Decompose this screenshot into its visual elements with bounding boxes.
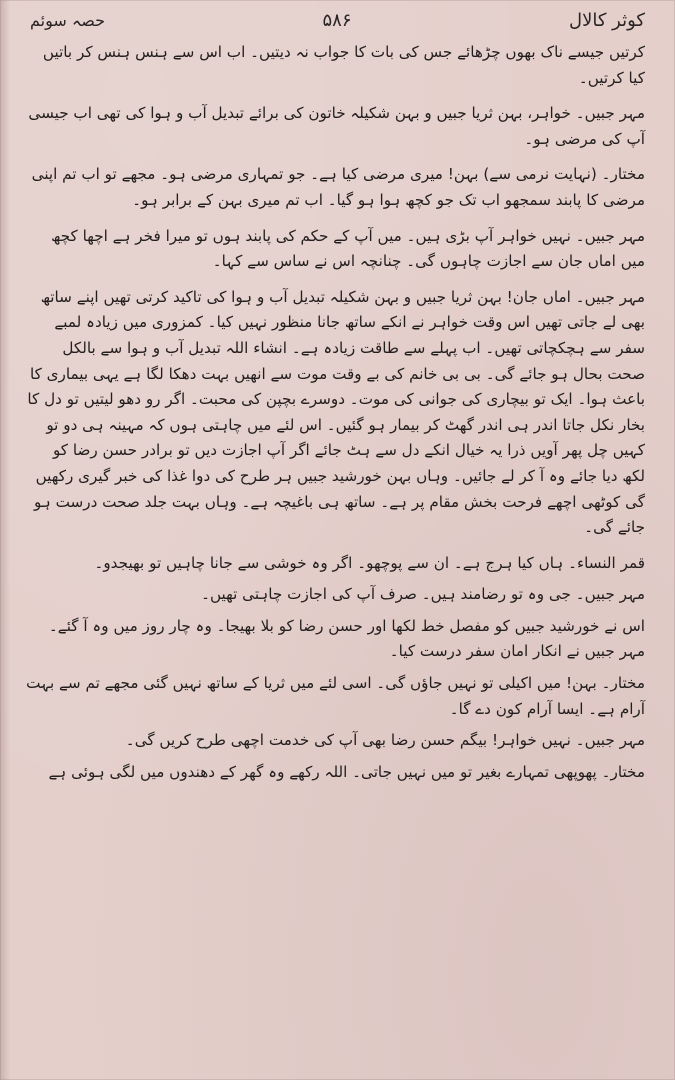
paragraph: کرتیں جیسے ناک بھوں چڑھائے جس کی بات کا جواب نہ دیتیں۔ اب اس سے ہنس ہنس کر باتیں کیا کرتیں۔ xyxy=(42,43,645,87)
paragraph: مہر جبیں۔ اماں جان! بہن ثریا جبیں و بہن شکیلہ تبدیل آب و ہوا کی تاکید کرتی تھیں اپنے ساتھ بھی لے جاتی تھیں اس وقت خواہر نے انکے ساتھ جانا منظور نہیں کیا۔ کمزوری میں زیادہ لمبے سفر سے ہچکچاتی تھیں۔ اب پہلے سے طاقت زیادہ ہے۔ انشاء اللہ تبدیل آب و ہوا سے بالکل صحت بحال ہو جائے گی۔ بی بی خانم کی بے وقت موت سے انھیں بہت دھکا لگا ہے یہی بیماری کا باعث ہوا۔ ایک تو بیچاری کی جوانی کی موت۔ دوسرے بچپن کی محبت۔ اگر رو دھو لیتیں تو دل کا بخار نکل جاتا اندر ہی اندر گھٹ کر بیمار ہو گئیں۔ اس لئے میں چاہتی ہوں کہ مہینہ ہی دو تو کہیں چل پھر آویں ذرا یہ خیال انکے دل سے ہٹ جائے اگر آپ اجازت دیں تو برادر حسن رضا کو لکھ دیا جائے وہ آ کر لے جائیں۔ وہاں بہن خورشید جبیں ہر طرح کی دوا غذا کی خبر گیری رکھیں گی کوٹھی اچھے فرحت بخش مقام پر ہے۔ ساتھ ہی باغیچہ ہے۔ وہاں بہت جلد صحت درست ہو جائے گی۔ xyxy=(27,287,645,537)
paragraph: مہر جبیں۔ جی وہ تو رضامند ہیں۔ صرف آپ کی اجازت چاہتی تھیں۔ xyxy=(201,585,645,604)
paragraph: مہر جبیں۔ نہیں خواہر! بیگم حسن رضا بھی آپ کی خدمت اچھی طرح کریں گی۔ xyxy=(125,731,645,750)
page-number: ۵۸۶ xyxy=(322,9,352,31)
book-title: کوثر کالال xyxy=(569,9,645,31)
paragraph: مختار۔ بہن! میں اکیلی تو نہیں جاؤں گی۔ اسی لئے میں ثریا کے ساتھ نہیں گئی مجھے تم سے بہت آرام ہے۔ ایسا آرام کون دے گا۔ xyxy=(26,674,645,718)
paragraph: مختار۔ (نہایت نرمی سے) بہن! میری مرضی کیا ہے۔ جو تمہاری مرضی ہو۔ مجھے تو اب تم اپنی مرضی کا پابند سمجھو اب تک جو کچھ ہوا ہو گیا۔ اب تم میری بہن کے برابر ہو۔ xyxy=(31,165,645,209)
section-label: حصہ سوئم xyxy=(30,10,105,30)
paragraph: قمر النساء۔ ہاں کیا ہرج ہے۔ ان سے پوچھو۔ اگر وہ خوشی سے جانا چاہیں تو بھیجدو۔ xyxy=(94,553,645,572)
page-edge-shadow xyxy=(0,0,10,1080)
paragraph: مہر جبیں۔ خواہر، بہن ثریا جبیں و بہن شکیلہ خاتون کی برائے تبدیل آب و ہوا کی تھی اب جیسی آپ کی مرضی ہو۔ xyxy=(28,104,645,148)
paragraph: مہر جبیں۔ نہیں خواہر آپ بڑی ہیں۔ میں آپ کے حکم کی پابند ہوں تو میرا فخر ہے اچھا کچھ میں اماں جان سے اجازت چاہوں گی۔ چنانچہ اس نے ساس سے کہا۔ xyxy=(51,226,645,271)
page-body xyxy=(26,40,645,1020)
paragraph: مختار۔ پھوپھی تمہارے بغیر تو میں نہیں جاتی۔ اللہ رکھے وہ گھر کے دھندوں میں لگی ہوئی ہے xyxy=(48,762,645,781)
paragraph: اس نے خورشید جبیں کو مفصل خط لکھا اور حسن رضا کو بلا بھیجا۔ وہ چار روز میں وہ آ گئے۔ مہر جبیں نے انکار امان سفر درست کیا۔ xyxy=(48,616,645,661)
page-header xyxy=(30,6,645,34)
